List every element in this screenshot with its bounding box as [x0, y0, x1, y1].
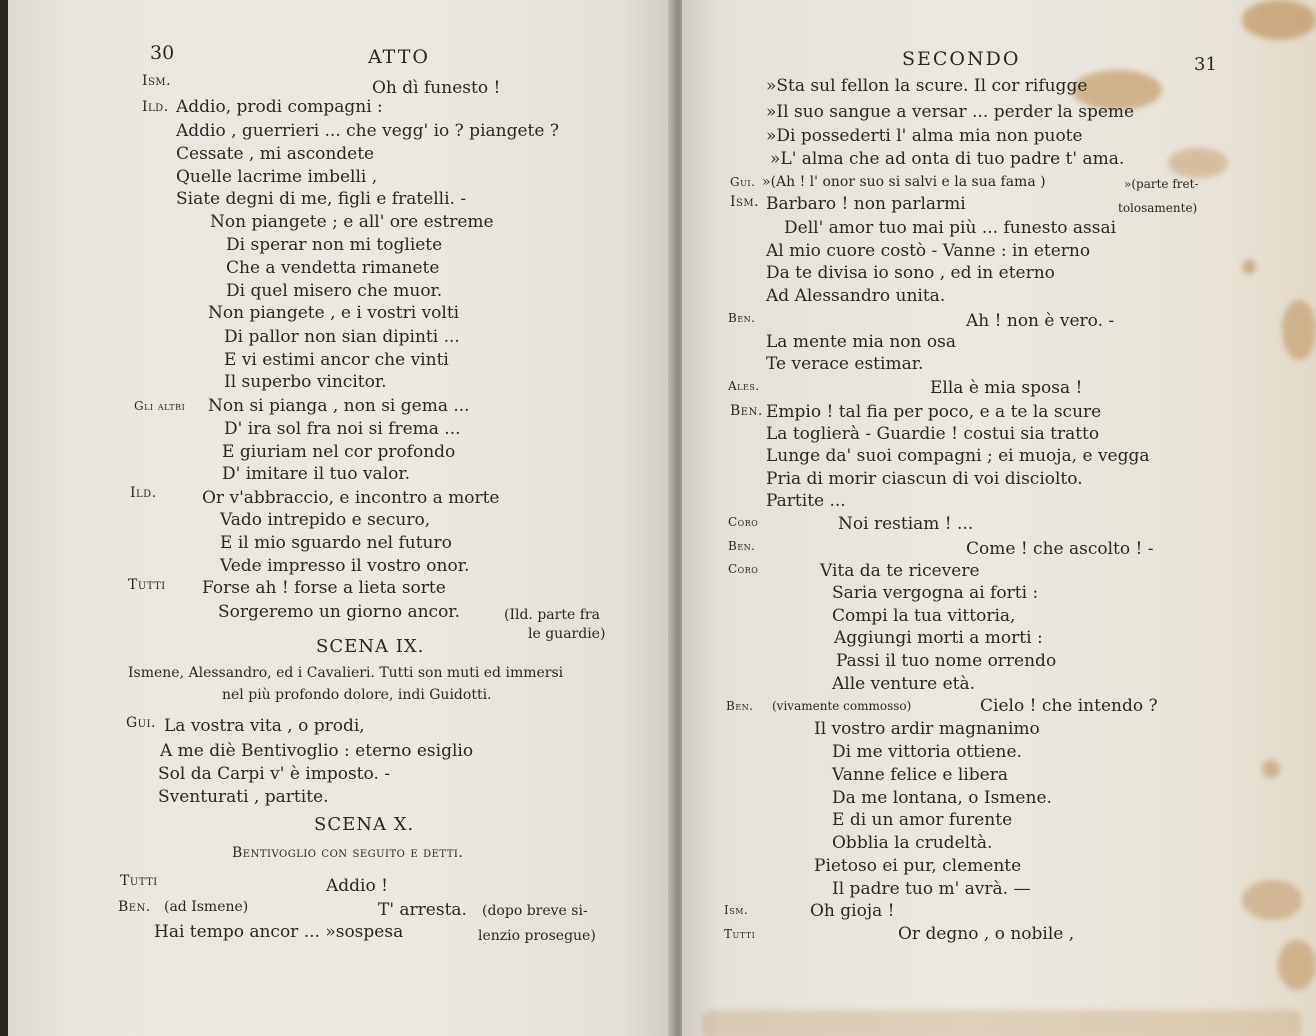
cast-line: Ismene, Alessandro, ed i Cavalieri. Tutti son muti ed immersi — [128, 665, 564, 681]
verse-line: Ella è mia sposa ! — [930, 378, 1083, 398]
verse-line: Sol da Carpi v' è imposto. - — [158, 764, 390, 784]
verse-line: Cessate , mi ascondete — [176, 144, 375, 164]
speaker-label: Tutti — [128, 577, 166, 593]
verse-line: Siate degni di me, figli e fratelli. - — [176, 189, 467, 209]
verse-line: Di me vittoria ottiene. — [832, 742, 1022, 762]
speaker-label: Gli altri — [134, 399, 186, 413]
verse-line: A me diè Bentivoglio : eterno esiglio — [160, 741, 474, 761]
speaker-label: Ism. — [730, 194, 760, 210]
speaker-label: Ild. — [130, 485, 157, 501]
stage-direction: (Ild. parte fra — [504, 607, 600, 623]
verse-line: Il superbo vincitor. — [224, 372, 387, 392]
verse-line: »Di possederti l' alma mia non puote — [766, 126, 1083, 146]
verse-line: D' ira sol fra noi si frema ... — [224, 419, 461, 439]
verse-line: Di sperar non mi togliete — [226, 235, 443, 255]
verse-line: La toglierà - Guardie ! costui sia tratto — [766, 424, 1100, 444]
verse-line: Vede impresso il vostro onor. — [220, 556, 470, 576]
verse-line: Non si pianga , non si gema ... — [208, 396, 470, 416]
verse-line: Come ! che ascolto ! - — [966, 539, 1154, 559]
verse-line: Da me lontana, o Ismene. — [832, 788, 1052, 808]
verse-line: Barbaro ! non parlarmi — [766, 194, 966, 214]
verse-line: Vanne felice e libera — [832, 765, 1008, 785]
speaker-label: Gui. — [730, 175, 756, 189]
verse-line: Pria di morir ciascun di voi disciolto. — [766, 469, 1083, 489]
verse-line: Vita da te ricevere — [820, 561, 980, 581]
speaker-label: Ben. — [730, 403, 763, 419]
verse-line: Or degno , o nobile , — [898, 924, 1075, 944]
cast-line: Bentivoglio con seguito e detti. — [232, 845, 464, 861]
verse-line: Il vostro ardir magnanimo — [814, 719, 1040, 739]
verse-line: E vi estimi ancor che vinti — [224, 350, 449, 370]
verse-line: La mente mia non osa — [766, 332, 956, 352]
verse-line: Quelle lacrime imbelli , — [176, 167, 378, 187]
verse-line: Ad Alessandro unita. — [766, 286, 946, 306]
verse-line: Lunge da' suoi compagni ; ei muoja, e vegga — [766, 446, 1150, 466]
stage-direction: (vivamente commosso) — [772, 699, 912, 713]
right-page — [682, 0, 1316, 1036]
speaker-label: Ben. — [118, 899, 151, 915]
stage-direction: lenzio prosegue) — [478, 928, 596, 944]
speaker-label: Ben. — [728, 311, 756, 325]
verse-line: Forse ah ! forse a lieta sorte — [202, 578, 446, 598]
verse-line: Oh dì funesto ! — [372, 78, 501, 98]
verse-line: »Il suo sangue a versar ... perder la speme — [766, 102, 1135, 122]
verse-line: Il padre tuo m' avrà. — — [832, 879, 1031, 899]
verse-line: Or v'abbraccio, e incontro a morte — [202, 488, 500, 508]
speaker-label: Gui. — [126, 715, 157, 731]
verse-line: »(Ah ! l' onor suo si salvi e la sua fama ) — [762, 174, 1046, 190]
stage-direction: (ad Ismene) — [164, 899, 249, 915]
verse-line: E di un amor furente — [832, 810, 1013, 830]
verse-line: Noi restiam ! ... — [838, 514, 974, 534]
verse-line: Da te divisa io sono , ed in eterno — [766, 263, 1055, 283]
speaker-label: Ism. — [142, 73, 172, 89]
verse-line: Alle venture età. — [832, 674, 976, 694]
verse-line: Sventurati , partite. — [158, 787, 329, 807]
verse-line: Dell' amor tuo mai più ... funesto assai — [784, 218, 1117, 238]
verse-line: La vostra vita , o prodi, — [164, 716, 365, 736]
verse-line: E giuriam nel cor profondo — [222, 442, 456, 462]
left-page — [8, 0, 674, 1036]
verse-line: »L' alma che ad onta di tuo padre t' ama. — [770, 149, 1125, 169]
verse-line: Oh gioja ! — [810, 901, 895, 921]
verse-line: Vado intrepido e securo, — [220, 510, 431, 530]
speaker-label: Tutti — [120, 873, 158, 889]
verse-line: Non piangete ; e all' ore estreme — [210, 212, 494, 232]
verse-line: Addio, prodi compagni : — [176, 97, 383, 117]
verse-line: Obblia la crudeltà. — [832, 833, 993, 853]
speaker-label: Ism. — [724, 903, 749, 917]
verse-line: Partite ... — [766, 491, 846, 511]
verse-line: T' arresta. — [378, 900, 467, 920]
speaker-label: Coro — [728, 562, 759, 576]
page-number: 31 — [1194, 54, 1217, 75]
stage-direction: »(parte fret- — [1124, 177, 1199, 191]
verse-line: Compi la tua vittoria, — [832, 606, 1016, 626]
speaker-label: Ben. — [726, 699, 754, 713]
page-number: 30 — [150, 42, 175, 64]
verse-line: Saria vergogna ai forti : — [832, 583, 1039, 603]
verse-line: Di quel misero che muor. — [226, 281, 443, 301]
stage-direction: (dopo breve si- — [482, 903, 588, 919]
verse-line: Cielo ! che intendo ? — [980, 696, 1158, 716]
scene-heading: SCENA IX. — [316, 636, 425, 657]
stage-direction: tolosamente) — [1118, 201, 1198, 215]
running-head: ATTO — [368, 46, 430, 68]
verse-line: Di pallor non sian dipinti ... — [224, 327, 460, 347]
speaker-label: Coro — [728, 515, 759, 529]
speaker-label: Tutti — [724, 927, 756, 941]
speaker-label: Ild. — [142, 99, 169, 115]
scene-heading: SCENA X. — [314, 814, 415, 835]
verse-line: Che a vendetta rimanete — [226, 258, 440, 278]
verse-line: Addio , guerrieri ... che vegg' io ? piangete ? — [176, 121, 559, 141]
verse-line: D' imitare il tuo valor. — [222, 464, 411, 484]
verse-line: Hai tempo ancor ... »sospesa — [154, 922, 404, 942]
verse-line: »Sta sul fellon la scure. Il cor rifugge — [766, 76, 1088, 96]
verse-line: Sorgeremo un giorno ancor. — [218, 602, 460, 622]
verse-line: Non piangete , e i vostri volti — [208, 303, 460, 323]
running-head: SECONDO — [902, 48, 1021, 70]
verse-line: E il mio sguardo nel futuro — [220, 533, 452, 553]
verse-line: Te verace estimar. — [766, 354, 924, 374]
verse-line: Al mio cuore costò - Vanne : in eterno — [766, 241, 1091, 261]
verse-line: Pietoso ei pur, clemente — [814, 856, 1022, 876]
verse-line: Empio ! tal fia per poco, e a te la scure — [766, 402, 1102, 422]
cast-line: nel più profondo dolore, indi Guidotti. — [222, 687, 492, 703]
speaker-label: Ales. — [728, 379, 760, 393]
verse-line: Ah ! non è vero. - — [966, 311, 1115, 331]
stage-direction: le guardie) — [528, 626, 606, 642]
verse-line: Addio ! — [326, 876, 388, 896]
speaker-label: Ben. — [728, 539, 756, 553]
verse-line: Passi il tuo nome orrendo — [836, 651, 1057, 671]
verse-line: Aggiungi morti a morti : — [834, 628, 1043, 648]
